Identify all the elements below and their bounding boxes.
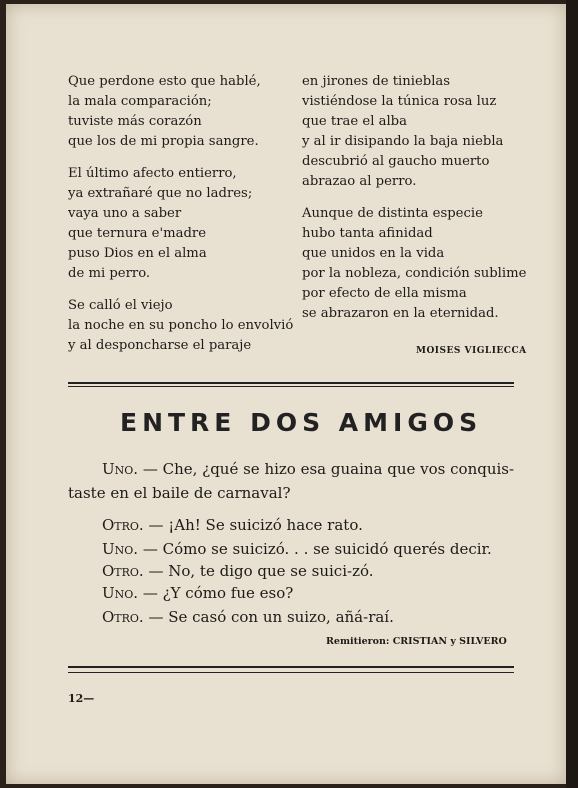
poem-left-column [68,72,293,368]
dialogue-line [102,582,293,604]
dialogue-text: — ¿Y cómo fue eso? [138,584,294,602]
poem-line: vaya uno a saber [68,206,182,221]
book-binding [566,0,578,788]
dialogue-line [102,538,492,560]
poem-line: vistiéndose la túnica rosa luz [302,94,497,109]
dialogue-line [102,606,394,628]
divider-rule [68,666,514,668]
stanza [302,72,526,192]
section-title: ENTRE DOS AMIGOS [120,408,483,437]
stanza [68,164,293,284]
poem-line: de mi perro. [68,266,151,281]
dialogue-text: — Cómo se suicizó. . . se suicidó querés decir. [138,540,492,558]
dialogue-text: — Se casó con un suizo, añá-raí. [143,608,394,626]
divider-rule [68,386,514,387]
poem-line: la mala comparación; [68,94,212,109]
poem-right-column [302,72,526,336]
poem-line: que trae el alba [302,114,407,129]
poem-line: ya extrañaré que no ladres; [68,186,253,201]
page-number: 12— [68,692,95,705]
speaker: Otro. [102,516,144,534]
book-page [6,4,566,784]
poem-line: El último afecto entierro, [68,166,237,181]
poem-line: puso Dios en el alma [68,246,207,261]
dialogue-text: taste en el baile de carnaval? [68,484,291,502]
divider-rule [68,382,514,384]
speaker: Otro. [102,608,144,626]
poem-line: y al desponcharse el paraje [68,338,252,353]
poem-line: descubrió al gaucho muerto [302,154,490,169]
speaker: Uno. [102,584,139,602]
poem-line: Que perdone esto que hablé, [68,74,261,89]
speaker: Uno. [102,540,139,558]
poem-line: y al ir disipando la baja niebla [302,134,504,149]
credit-line: Remitieron: CRISTIAN y SILVERO [326,636,507,647]
poem-line: por efecto de ella misma [302,286,467,301]
poem-line: que ternura e'madre [68,226,207,241]
stanza [68,296,293,356]
divider-rule [68,672,514,673]
poem-line: Se calló el viejo [68,298,173,313]
poem-line: por la nobleza, condición sublime [302,266,527,281]
dialogue-line [102,458,514,480]
dialogue-line [102,560,374,582]
poem-line: la noche en su poncho lo envolvió [68,318,294,333]
stanza [302,204,526,324]
poem-line: Aunque de distinta especie [302,206,483,221]
stanza [68,72,293,152]
poem-line: que los de mi propia sangre. [68,134,259,149]
speaker: Uno. [102,460,139,478]
poem-line: se abrazaron en la eternidad. [302,306,499,321]
dialogue-line [68,482,291,504]
dialogue-line [102,514,363,536]
dialogue-text: — Che, ¿qué se hizo esa guaina que vos conquis- [138,460,515,478]
dialogue-text: — ¡Ah! Se suicizó hace rato. [143,516,363,534]
poem-line: abrazao al perro. [302,174,417,189]
poem-line: hubo tanta afinidad [302,226,433,241]
poem-line: en jirones de tinieblas [302,74,451,89]
poem-line: que unidos en la vida [302,246,445,261]
dialogue-text: — No, te digo que se suici-zó. [143,562,374,580]
speaker: Otro. [102,562,144,580]
poem-author: MOISES VIGLIECCA [416,346,527,356]
poem-line: tuviste más corazón [68,114,202,129]
